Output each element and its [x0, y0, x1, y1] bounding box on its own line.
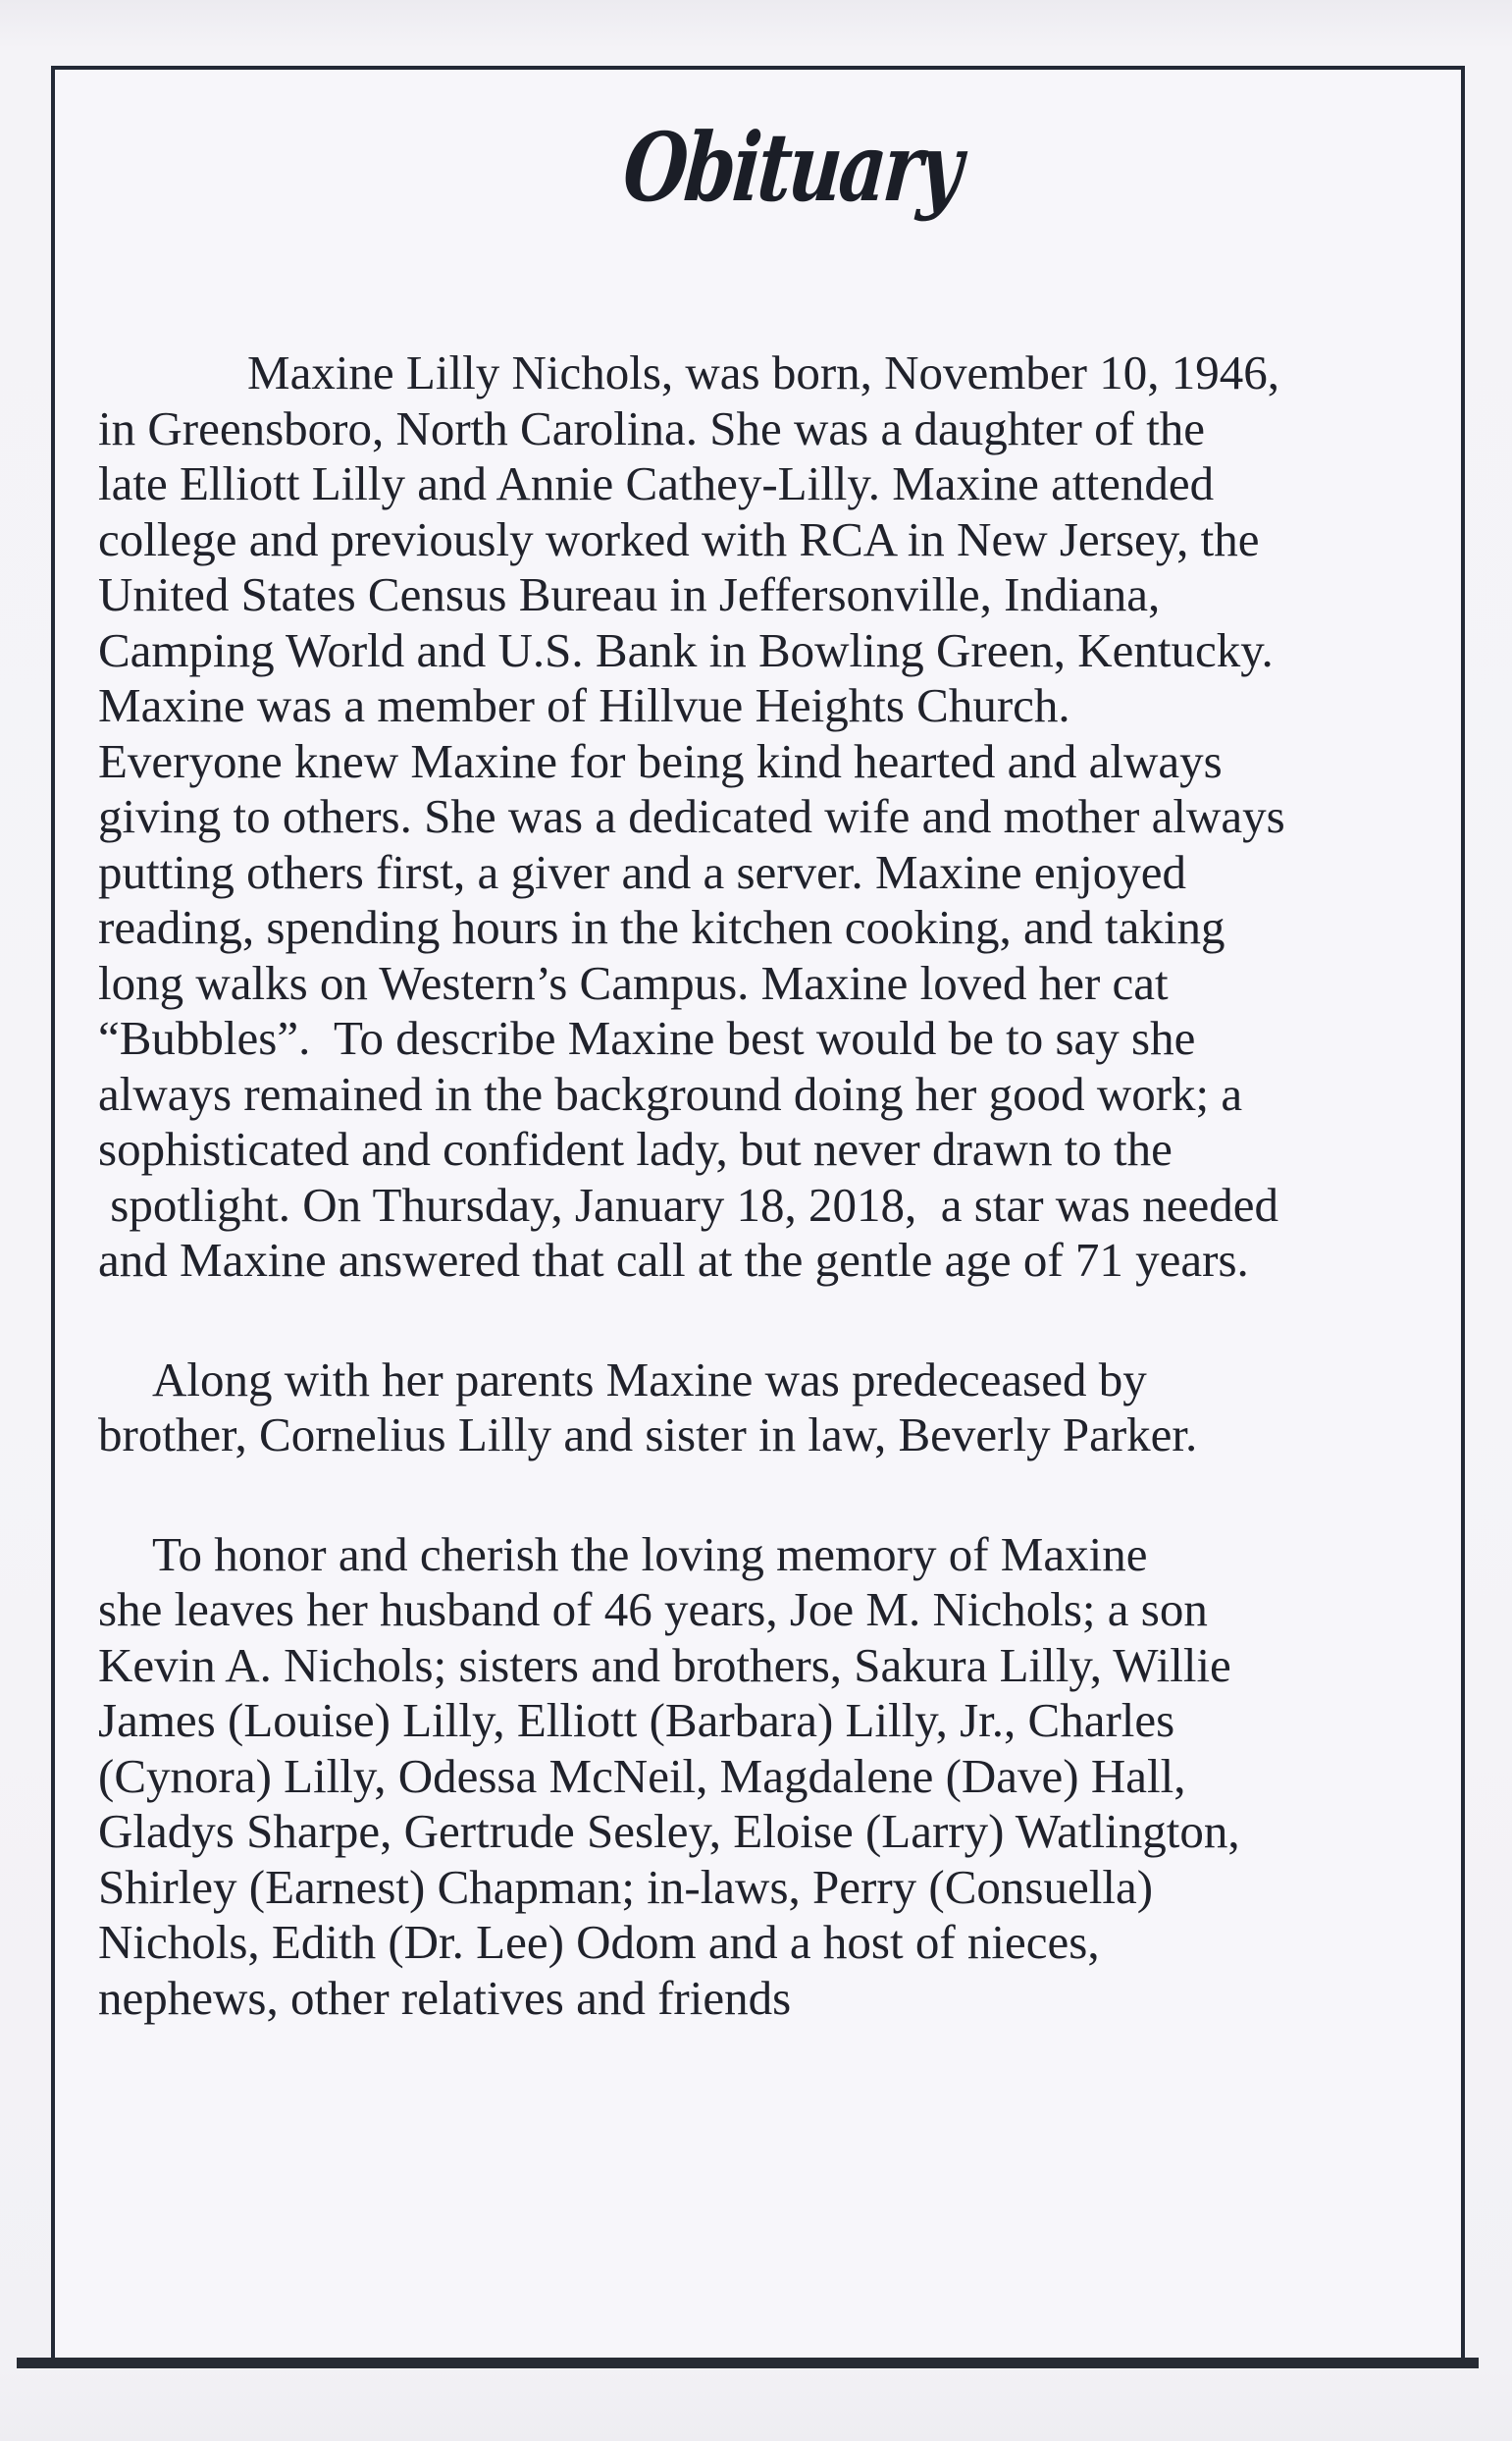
text-line: always remained in the background doing her good work; a: [98, 1066, 1243, 1121]
text-line: Everyone knew Maxine for being kind hearted and always: [98, 733, 1223, 788]
text-line: sophisticated and confident lady, but never drawn to the: [98, 1122, 1173, 1176]
text-line: and Maxine answered that call at the gentle age of 71 years.: [98, 1233, 1249, 1287]
text-line: spotlight. On Thursday, January 18, 2018, a star was needed: [98, 1177, 1278, 1232]
text-line: “Bubbles”. To describe Maxine best would be to say she: [98, 1011, 1196, 1065]
text-line: she leaves her husband of 46 years, Joe M. Nichols; a son: [98, 1582, 1208, 1636]
paragraph-1: [98, 345, 1457, 1289]
text-line: Shirley (Earnest) Chapman; in-laws, Perry (Consuella): [98, 1859, 1154, 1914]
text-line: reading, spending hours in the kitchen cooking, and taking: [98, 900, 1225, 954]
text-line: brother, Cornelius Lilly and sister in law, Beverly Parker.: [98, 1407, 1198, 1461]
text-line: Kevin A. Nichols; sisters and brothers, Sakura Lilly, Willie: [98, 1637, 1231, 1692]
text-line: in Greensboro, North Carolina. She was a daughter of the: [98, 400, 1206, 455]
text-line: Along with her parents Maxine was predeceased by: [152, 1352, 1147, 1406]
text-line: college and previously worked with RCA in New Jersey, the: [98, 511, 1260, 566]
text-line: James (Louise) Lilly, Elliott (Barbara) Lilly, Jr., Charles: [98, 1693, 1175, 1747]
text-line: United States Census Bureau in Jeffersonville, Indiana,: [98, 567, 1161, 621]
text-line: To honor and cherish the loving memory of Maxine: [152, 1526, 1148, 1581]
obituary-title: Obituary: [619, 112, 965, 223]
obituary-body: [98, 345, 1457, 2026]
paragraph-2: [98, 1353, 1457, 1463]
text-line: Gladys Sharpe, Gertrude Sesley, Eloise (Larry) Watlington,: [98, 1804, 1240, 1858]
text-line: giving to others. She was a dedicated wife and mother always: [98, 789, 1285, 843]
text-line: Maxine Lilly Nichols, was born, November 10, 1946,: [247, 345, 1279, 399]
text-line: nephews, other relatives and friends: [98, 1970, 792, 2025]
text-line: putting others first, a giver and a server. Maxine enjoyed: [98, 844, 1186, 899]
text-line: Camping World and U.S. Bank in Bowling Green, Kentucky.: [98, 622, 1274, 677]
text-line: late Elliott Lilly and Annie Cathey-Lilly. Maxine attended: [98, 456, 1215, 510]
text-line: long walks on Western’s Campus. Maxine loved her cat: [98, 955, 1169, 1010]
bottom-edge-line: [17, 2358, 1479, 2368]
text-line: (Cynora) Lilly, Odessa McNeil, Magdalene (Dave) Hall,: [98, 1748, 1186, 1803]
paragraph-3: [98, 1527, 1457, 2027]
text-line: Maxine was a member of Hillvue Heights Church.: [98, 678, 1070, 732]
text-line: Nichols, Edith (Dr. Lee) Odom and a host of nieces,: [98, 1915, 1100, 1969]
